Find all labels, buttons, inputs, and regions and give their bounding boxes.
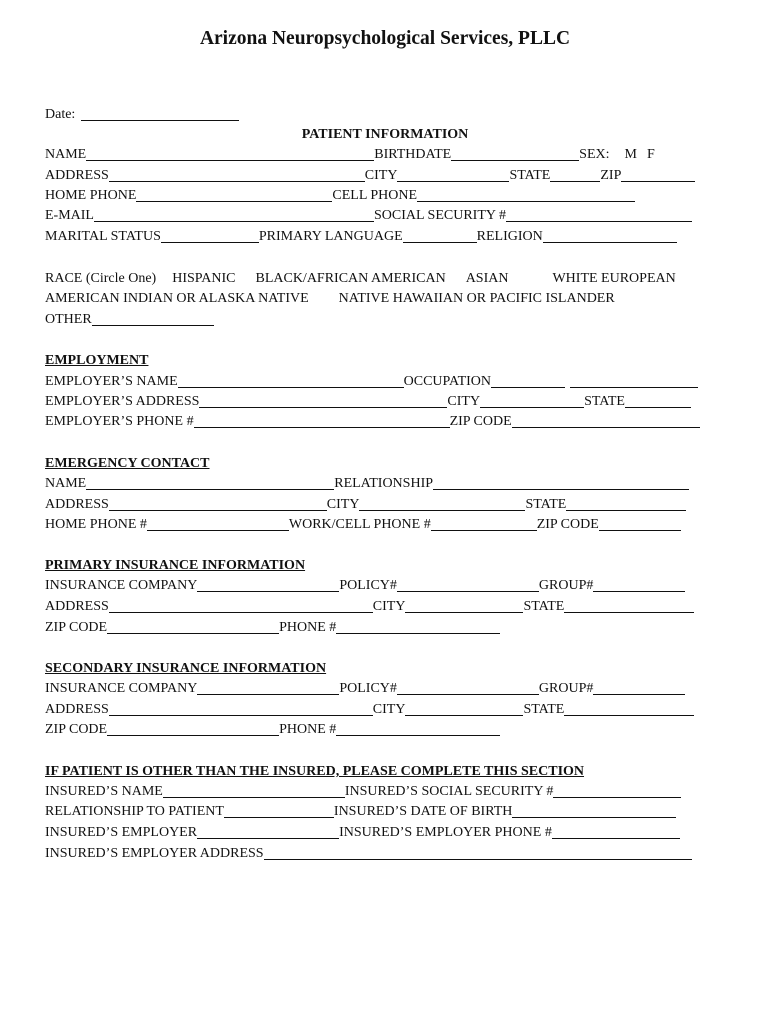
emergency-name-field[interactable]	[86, 476, 334, 490]
home-phone-field[interactable]	[136, 188, 332, 202]
insured-employer-phone-field[interactable]	[552, 825, 680, 839]
race-other-field[interactable]	[92, 312, 214, 326]
secondary-address-row	[45, 701, 694, 719]
city-field[interactable]	[397, 168, 509, 182]
primary-phone-field[interactable]	[336, 620, 500, 634]
city-label: CITY	[364, 168, 398, 183]
insured-relationship-label: RELATIONSHIP TO PATIENT	[45, 804, 224, 819]
employer-address-field[interactable]	[199, 394, 447, 408]
religion-label: RELIGION	[476, 229, 543, 244]
email-label: E-MAIL	[45, 208, 94, 223]
employer-phone-field[interactable]	[194, 414, 450, 428]
race-row-1	[45, 270, 696, 288]
secondary-policy-label: POLICY#	[339, 681, 397, 696]
cell-phone-field[interactable]	[417, 188, 635, 202]
emergency-address-label: ADDRESS	[45, 497, 109, 512]
secondary-company-label: INSURANCE COMPANY	[45, 681, 198, 696]
primary-group-label: GROUP#	[538, 578, 594, 593]
insured-employer-row	[45, 824, 680, 842]
insured-name-label: INSURED’S NAME	[45, 784, 163, 799]
secondary-phone-field[interactable]	[336, 722, 500, 736]
secondary-state-field[interactable]	[564, 702, 694, 716]
ssn-field[interactable]	[506, 208, 692, 222]
primary-company-row	[45, 577, 685, 595]
secondary-company-field[interactable]	[197, 681, 339, 695]
race-row-2	[45, 290, 635, 308]
employment-heading: EMPLOYMENT	[45, 353, 149, 368]
address-field[interactable]	[109, 168, 365, 182]
language-field[interactable]	[403, 229, 477, 243]
state-label: STATE	[509, 168, 551, 183]
zip-field[interactable]	[621, 168, 695, 182]
primary-state-label: STATE	[523, 599, 565, 614]
insured-dob-label: INSURED’S DATE OF BIRTH	[333, 804, 513, 819]
primary-company-label: INSURANCE COMPANY	[45, 578, 198, 593]
insured-ssn-field[interactable]	[553, 784, 681, 798]
race-option-pacific[interactable]: NATIVE HAWAIIAN OR PACIFIC ISLANDER	[338, 291, 615, 306]
primary-zip-label: ZIP CODE	[45, 620, 108, 635]
insured-employer-field[interactable]	[197, 825, 339, 839]
primary-zip-field[interactable]	[107, 620, 279, 634]
race-option-other[interactable]: OTHER	[45, 312, 92, 327]
employer-state-field[interactable]	[625, 394, 691, 408]
primary-insurance-heading: PRIMARY INSURANCE INFORMATION	[45, 558, 306, 573]
secondary-address-label: ADDRESS	[45, 702, 109, 717]
secondary-city-label: CITY	[372, 702, 406, 717]
page-title: Arizona Neuropsychological Services, PLLC	[199, 28, 571, 49]
emergency-city-label: CITY	[326, 497, 360, 512]
race-option-black[interactable]: BLACK/AFRICAN AMERICAN	[255, 271, 446, 286]
birthdate-field[interactable]	[451, 147, 579, 161]
religion-field[interactable]	[543, 229, 677, 243]
relationship-label: RELATIONSHIP	[334, 476, 434, 491]
race-option-hispanic[interactable]: HISPANIC	[172, 271, 236, 286]
primary-policy-field[interactable]	[397, 578, 539, 592]
insured-relationship-field[interactable]	[224, 804, 334, 818]
occupation-field[interactable]	[491, 374, 565, 388]
patient-phone-row	[45, 187, 635, 205]
patient-name-row	[45, 146, 655, 164]
relationship-field[interactable]	[433, 476, 689, 490]
secondary-zip-label: ZIP CODE	[45, 722, 108, 737]
primary-address-field[interactable]	[109, 599, 373, 613]
occupation-label: OCCUPATION	[403, 374, 492, 389]
name-label: NAME	[45, 147, 87, 162]
sex-label: SEX:	[579, 147, 610, 162]
marital-label: MARITAL STATUS	[45, 229, 161, 244]
cell-phone-label: CELL PHONE	[332, 188, 418, 203]
home-phone-label: HOME PHONE	[45, 188, 137, 203]
employer-name-label: EMPLOYER’S NAME	[45, 374, 178, 389]
zip-label: ZIP	[600, 168, 622, 183]
secondary-group-field[interactable]	[593, 681, 685, 695]
patient-address-row	[45, 167, 695, 185]
primary-company-field[interactable]	[197, 578, 339, 592]
sex-f-option[interactable]: F	[646, 147, 655, 162]
employer-name-row	[45, 373, 698, 391]
insured-employer-phone-label: INSURED’S EMPLOYER PHONE #	[339, 825, 552, 840]
sex-m-option[interactable]: M	[624, 147, 637, 162]
primary-city-label: CITY	[372, 599, 406, 614]
language-label: PRIMARY LANGUAGE	[258, 229, 403, 244]
secondary-company-row	[45, 680, 685, 698]
insured-name-field[interactable]	[163, 784, 345, 798]
secondary-state-label: STATE	[523, 702, 565, 717]
primary-policy-label: POLICY#	[339, 578, 397, 593]
race-row-3	[45, 311, 214, 329]
patient-info-heading: PATIENT INFORMATION	[301, 127, 469, 142]
ssn-label: SOCIAL SECURITY #	[374, 208, 506, 223]
primary-zip-row	[45, 619, 500, 637]
secondary-zip-field[interactable]	[107, 722, 279, 736]
employer-zip-label: ZIP CODE	[449, 414, 512, 429]
primary-group-field[interactable]	[593, 578, 685, 592]
secondary-policy-field[interactable]	[397, 681, 539, 695]
insured-employer-label: INSURED’S EMPLOYER	[45, 825, 198, 840]
employer-phone-row	[45, 413, 700, 431]
emergency-work-phone-label: WORK/CELL PHONE #	[288, 517, 431, 532]
primary-address-row	[45, 598, 694, 616]
primary-address-label: ADDRESS	[45, 599, 109, 614]
emergency-phone-row	[45, 516, 681, 534]
occupation-field-2[interactable]	[570, 374, 698, 388]
birthdate-label: BIRTHDATE	[374, 147, 452, 162]
secondary-insurance-heading: SECONDARY INSURANCE INFORMATION	[45, 661, 327, 676]
emergency-zip-label: ZIP CODE	[536, 517, 599, 532]
employer-address-label: EMPLOYER’S ADDRESS	[45, 394, 200, 409]
primary-phone-label: PHONE #	[279, 620, 337, 635]
emergency-address-row	[45, 496, 686, 514]
patient-email-row	[45, 207, 692, 225]
emergency-city-field[interactable]	[359, 497, 525, 511]
employer-address-row	[45, 393, 691, 411]
secondary-city-field[interactable]	[405, 702, 523, 716]
emergency-name-row	[45, 475, 689, 493]
emergency-state-field[interactable]	[566, 497, 686, 511]
emergency-heading: EMERGENCY CONTACT	[45, 456, 210, 471]
emergency-address-field[interactable]	[109, 497, 327, 511]
insured-relationship-row	[45, 803, 676, 821]
email-field[interactable]	[94, 208, 374, 222]
race-label: RACE (Circle One)	[45, 271, 157, 286]
name-field[interactable]	[86, 147, 374, 161]
insured-employer-address-label: INSURED’S EMPLOYER ADDRESS	[45, 846, 264, 861]
secondary-group-label: GROUP#	[538, 681, 594, 696]
employer-name-field[interactable]	[178, 374, 404, 388]
insured-employer-address-row	[45, 845, 692, 863]
emergency-home-phone-field[interactable]	[147, 517, 289, 531]
employer-state-label: STATE	[584, 394, 625, 409]
emergency-zip-field[interactable]	[599, 517, 681, 531]
insured-name-row	[45, 783, 681, 801]
address-label: ADDRESS	[45, 168, 109, 183]
emergency-name-label: NAME	[45, 476, 87, 491]
marital-field[interactable]	[161, 229, 259, 243]
primary-city-field[interactable]	[405, 599, 523, 613]
race-option-asian[interactable]: ASIAN	[465, 271, 509, 286]
emergency-state-label: STATE	[525, 497, 567, 512]
employer-zip-field[interactable]	[512, 414, 700, 428]
emergency-work-phone-field[interactable]	[431, 517, 537, 531]
date-row	[45, 106, 239, 124]
insured-dob-field[interactable]	[512, 804, 676, 818]
primary-state-field[interactable]	[564, 599, 694, 613]
employer-city-label: CITY	[447, 394, 481, 409]
emergency-home-phone-label: HOME PHONE #	[45, 517, 147, 532]
patient-marital-row	[45, 228, 677, 246]
insured-ssn-label: INSURED’S SOCIAL SECURITY #	[344, 784, 554, 799]
state-field[interactable]	[550, 168, 600, 182]
race-option-american-indian[interactable]: AMERICAN INDIAN OR ALASKA NATIVE	[45, 291, 309, 306]
date-label: Date:	[45, 107, 76, 122]
secondary-phone-label: PHONE #	[279, 722, 337, 737]
secondary-zip-row	[45, 721, 500, 739]
date-field[interactable]	[81, 107, 239, 121]
insured-employer-address-field[interactable]	[264, 846, 692, 860]
race-option-white[interactable]: WHITE EUROPEAN	[552, 271, 676, 286]
insured-heading: IF PATIENT IS OTHER THAN THE INSURED, PLEASE COMPLETE THIS SECTION	[45, 764, 585, 779]
employer-city-field[interactable]	[480, 394, 584, 408]
employer-phone-label: EMPLOYER’S PHONE #	[45, 414, 194, 429]
secondary-address-field[interactable]	[109, 702, 373, 716]
